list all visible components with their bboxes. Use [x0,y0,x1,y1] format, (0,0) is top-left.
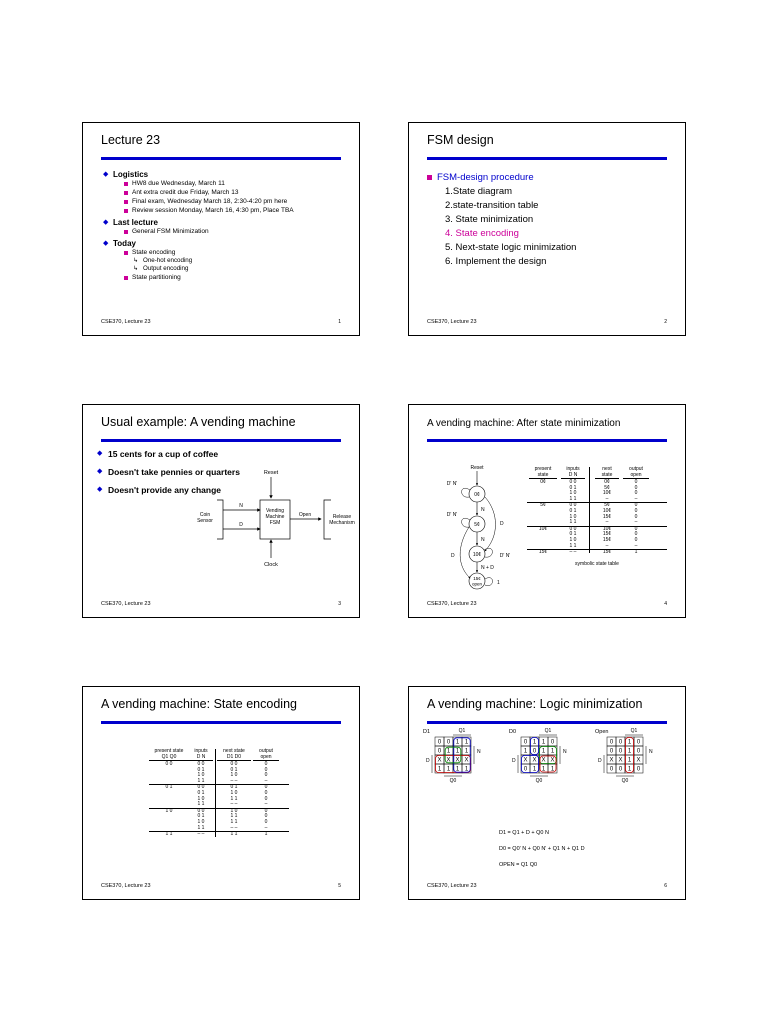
self-loop-label-0: D' N' [446,481,458,487]
table-cell: 15¢ [602,549,612,556]
kmap-d1 [423,728,481,784]
table-cell: 0 0 [165,761,173,767]
table-cell: 15¢ [602,531,612,538]
slide-page-number: 3 [338,601,341,607]
list-item: 2.state-transition table [445,200,539,211]
kmap-value: 0 [618,739,623,746]
table-cell: – – [197,831,205,838]
procedure-list [437,171,576,269]
table-divider [589,467,590,553]
q1-label: Q1 [630,728,638,734]
kmap-value: 1 [541,739,546,746]
n-label: N [239,503,243,509]
list-item: Final exam, Wednesday March 18, 2:30-4:20 pm here [123,197,343,206]
table-cell: 1 1 [197,824,205,831]
table-cell: 0 [264,807,268,814]
table-cell: – [264,801,268,808]
equation-open: OPEN = Q1 Q0 [499,862,538,868]
table-cell: 1 [264,831,268,838]
title-rule [101,439,341,442]
last-list [113,227,343,236]
encoded-state-table [149,749,289,838]
table-cell: 0 [264,761,268,767]
symbolic-state-table [527,467,667,567]
table-cell: 0 1 [197,766,205,773]
table-cell: 0 [634,525,638,532]
state-15c-label: 15¢ [473,576,481,581]
slide-footer: CSE370, Lecture 23 [427,883,477,889]
slide-page-number: 1 [338,319,341,325]
table-cell: 0 [634,513,638,520]
list-item-highlighted: 4. State encoding [445,228,519,239]
table-cell: 1 0 [230,789,238,796]
table-cell: 10¢ [538,525,548,532]
table-cell: 1 1 [569,542,577,549]
table-cell: 15¢ [602,536,612,543]
kmap-name: Open [595,729,609,735]
kmap-value: 1 [455,739,460,746]
slide-page-number: 2 [664,319,667,325]
table-cell: 0 [634,490,638,497]
table-row [149,784,289,791]
fsm-label-1: Vending [265,508,285,514]
slide-2 [408,122,686,336]
table-cell: 5¢ [604,484,610,491]
table-cell: 1 0 [197,795,205,802]
release-label-1: Release [332,514,352,520]
title-rule [101,721,341,724]
kmap-value: X [532,757,537,764]
list-item: 3. State minimization [445,214,534,225]
table-cell: 0 1 [569,484,577,491]
kmap-value: 0 [609,766,614,773]
n-label: N [477,749,481,756]
table-cell: 0 [264,766,268,773]
header-cell: state [529,473,557,480]
table-cell: 0 [634,479,638,485]
table-cell: 0 0 [569,525,577,532]
kmap-value: X [618,757,623,764]
table-cell: 1 1 [230,795,238,802]
table-caption: symbolic state table [575,560,619,567]
table-cell: 0 [264,789,268,796]
slide-title: A vending machine: Logic minimization [427,697,643,711]
fsm-label-2: Machine [265,514,285,520]
kmap-value: 1 [455,766,460,773]
self-loop-label-10: D' N' [499,553,511,559]
table-cell: – – [569,549,577,556]
list-item: Ant extra credit due Friday, March 13 [123,188,343,197]
q0-label: Q0 [535,778,543,784]
kmap-value: 1 [627,748,632,755]
title-rule [427,721,667,724]
q1-label: Q1 [458,728,466,734]
table-cell: 15¢ [602,513,612,520]
table-row [149,831,289,838]
table-cell: 0 [264,818,268,825]
kmap-value: 1 [627,766,632,773]
table-cell: 1 0 [569,536,577,543]
kmap-value: X [446,757,451,764]
table-cell: 5¢ [604,502,610,509]
table-cell: 0 1 [230,784,238,791]
reset-label: Reset [470,465,484,471]
table-cell: 0 0 [569,502,577,509]
table-cell: – [264,824,268,831]
kmap-value: 1 [627,757,632,764]
d-label: D [426,758,430,765]
table-cell: 15¢ [538,549,548,556]
state-5c-label: 5¢ [474,522,480,528]
table-cell: – [634,495,638,502]
kmap-value: 0 [609,739,614,746]
table-cell: 0 [634,531,638,538]
table-row [527,526,667,533]
kmap-value: 0 [636,739,641,746]
kmap-value: 0 [550,739,555,746]
table-cell: 0 1 [230,766,238,773]
kmap-value: X [636,757,641,764]
slide-title: Lecture 23 [101,133,161,147]
kmap-value: 1 [446,766,451,773]
slide-1 [82,122,360,336]
table-body [149,762,289,838]
table-cell: 1 0 [569,490,577,497]
table-cell: 0 [264,795,268,802]
bullet-logistics: ◆ Logistics HW8 due Wednesday, March 11 Ant extra credit due Friday, March 13 Final exam, Wednesday March 18, 2:30-4:20 pm here Review session Monday, March 16, 4:30 pm, Place TBA [103,170,343,215]
d-label: D [598,758,602,765]
equation-d1: D1 = Q1 + D + Q0 N [499,830,549,836]
list-item: 6. Implement the design [445,256,547,267]
state-15c-open-label: open [471,581,483,587]
table-cell: 10¢ [602,490,612,497]
header-cell: output [629,466,643,472]
table-cell: 0¢ [540,479,546,485]
kmap-value: X [464,757,469,764]
kmap-value: 0 [609,748,614,755]
header-cell: present state [154,748,184,754]
bullet-today: ◆ Today State encoding ↳ One-hot encoding ↳ Output encoding State partitioning [103,239,343,282]
table-cell: 0 [264,784,268,791]
table-cell: – – [230,824,238,831]
table-cell: 5¢ [540,502,546,509]
table-cell: 1 0 [230,807,238,814]
table-row [149,808,289,815]
kmap-value: 0 [437,748,442,755]
table-cell: 1 1 [165,831,173,838]
header-cell: inputs [566,466,580,472]
kmap-value: 0 [532,748,537,755]
self-loop-label-15: 1 [497,580,500,586]
n-label: N [649,749,653,756]
slide-footer: CSE370, Lecture 23 [101,601,151,607]
header-cell: D N [561,473,585,480]
table-cell: 0 [264,772,268,779]
table-cell: 0 0 [197,807,205,814]
title-rule [101,157,341,160]
kmap-value: 1 [464,766,469,773]
kmap-value: 1 [464,739,469,746]
title-rule [427,439,667,442]
kmap-value: 0 [446,739,451,746]
reset-label: Reset [263,470,279,476]
karnaugh-maps [417,725,679,805]
transition-n-0: N [481,507,485,513]
table-cell: 1 1 [230,831,238,838]
d-label: D [239,522,243,528]
state-10c-label: 10¢ [472,552,482,558]
list-item: ↳ One-hot encoding [133,257,343,265]
kmap-name: D0 [509,729,517,735]
table-cell: 1 1 [230,818,238,825]
table-cell: 1 1 [569,519,577,526]
table-cell: – [634,542,638,549]
transition-d-5: D [451,553,455,559]
table-divider [215,749,216,837]
kmap-value: 1 [532,739,537,746]
slide-page-number: 6 [664,883,667,889]
release-label-2: Mechanism [329,520,355,526]
transition-n-5: N [481,537,485,543]
equation-d0: D0 = Q0' N + Q0 N' + Q1 N + Q1 D [499,846,585,852]
header-cell: Q1 Q0 [149,755,189,762]
table-cell: 0 0 [197,761,205,767]
kmap-value: 0 [618,748,623,755]
vending-block-diagram [193,465,361,575]
table-cell: 0 [634,502,638,509]
kmap-name: D1 [423,729,431,735]
kmap-value: X [550,757,555,764]
slide-title: A vending machine: After state minimization [427,418,621,429]
table-cell: 1 1 [569,495,577,502]
d-label: D [512,758,516,765]
table-cell: 1 0 [230,772,238,779]
kmap-value: 0 [523,739,528,746]
slide-footer: CSE370, Lecture 23 [101,883,151,889]
kmap-d0 [509,728,567,784]
clock-label: Clock [264,562,278,568]
list-item: 5. Next-state logic minimization [445,242,577,253]
table-cell: 10¢ [602,507,612,514]
header-cell: next [602,466,612,472]
kmap-value: 0 [618,766,623,773]
header-cell: inputs [194,748,208,754]
table-cell: – [634,519,638,526]
table-cell: – [605,519,609,526]
list-item: ↳ Output encoding [133,265,343,273]
kmap-value: 1 [550,748,555,755]
list-item: HW8 due Wednesday, March 11 [123,179,343,188]
table-body [527,480,667,556]
bullet-last-lecture: ◆ Last lecture General FSM Minimization [103,218,343,236]
table-cell: – – [230,801,238,808]
kmap-open [595,728,653,784]
fsm-state-diagram [429,461,529,591]
kmap-value: 0 [523,766,528,773]
table-cell: 0 1 [165,784,173,791]
slide-title: Usual example: A vending machine [101,415,296,429]
kmap-value: 1 [446,748,451,755]
table-cell: 0¢ [604,479,610,485]
list-item: ◆ 15 cents for a cup of coffee [97,449,240,459]
list-item: Review session Monday, March 16, 4:30 pm, Place TBA [123,206,343,215]
kmap-value: X [523,757,528,764]
state-0c-label: 0¢ [474,492,480,498]
q1-label: Q1 [544,728,552,734]
slide-3 [82,404,360,618]
header-cell: D1 D0 [217,755,251,762]
slide-footer: CSE370, Lecture 23 [101,319,151,325]
slide-page-number: 5 [338,883,341,889]
kmap-value: X [541,757,546,764]
kmap-value: 0 [636,748,641,755]
table-cell: – [605,495,609,502]
slide-footer: CSE370, Lecture 23 [427,601,477,607]
open-label: Open [298,512,312,518]
table-cell: 0 0 [230,761,238,767]
table-row [527,549,667,556]
n-label: N [563,749,567,756]
table-cell: 1 0 [197,772,205,779]
title-rule [427,157,667,160]
kmap-value: 1 [532,766,537,773]
table-cell: 0 1 [197,789,205,796]
table-cell: 1 0 [197,818,205,825]
list-item: State encoding [123,248,343,257]
kmap-value: 0 [636,766,641,773]
table-cell: 0 [634,484,638,491]
table-cell: 0 0 [197,784,205,791]
kmap-value: 1 [541,766,546,773]
slide-page-number: 4 [664,601,667,607]
self-loop-label-5: D' N' [446,512,458,518]
list-item: State partitioning [123,273,343,282]
header-cell: open [253,755,279,762]
slide-title: FSM design [427,133,494,147]
q0-label: Q0 [621,778,629,784]
kmap-value: 1 [627,739,632,746]
header-cell: next state [223,748,245,754]
table-cell: 0 [264,813,268,820]
table-cell: 10¢ [602,525,612,532]
table-cell: – [605,542,609,549]
q0-label: Q0 [449,778,457,784]
kmap-value: X [455,757,460,764]
table-cell: 1 [634,549,638,556]
kmap-value: 1 [523,748,528,755]
kmap-value: 0 [437,739,442,746]
table-cell: 0 1 [197,813,205,820]
table-cell: 1 1 [197,801,205,808]
table-header [527,467,667,480]
slide-title: A vending machine: State encoding [101,697,297,711]
table-cell: – – [230,777,238,784]
transition-nd-10: N + D [481,565,494,571]
table-cell: 0 [634,507,638,514]
kmap-value: 1 [464,748,469,755]
kmap-value: 1 [541,748,546,755]
coin-sensor-label-2: Sensor [197,518,213,524]
kmap-value: X [437,757,442,764]
list-item: General FSM Minimization [123,227,343,236]
kmap-value: 1 [455,748,460,755]
slide-footer: CSE370, Lecture 23 [427,319,477,325]
table-cell: 0 1 [569,507,577,514]
logistics-list [113,179,343,215]
kmap-value: X [609,757,614,764]
header-cell: D N [189,755,213,762]
table-cell: 0 [634,536,638,543]
kmap-value: 1 [437,766,442,773]
slide-5 [82,686,360,900]
table-cell: 1 1 [230,813,238,820]
header-cell: open [623,473,649,480]
table-cell: – [264,777,268,784]
list-item: ◆ Doesn't provide any change [97,485,240,495]
slide-body [103,167,343,282]
header-cell: present [534,466,552,472]
list-item: 1.State diagram [445,186,513,197]
table-cell: 0 1 [569,531,577,538]
slide-6 [408,686,686,900]
list-item: ◆ Doesn't take pennies or quarters [97,467,240,477]
kmap-value: 1 [550,766,555,773]
table-cell: 1 1 [197,777,205,784]
coin-sensor-label-1: Coin [199,512,211,518]
table-cell: 0 0 [569,479,577,485]
slide-4 [408,404,686,618]
header-cell: output [259,748,273,754]
table-cell: 1 0 [569,513,577,520]
table-cell: 1 0 [165,807,173,814]
table-row [527,502,667,509]
equations [499,825,585,873]
fsm-label-3: FSM [269,520,281,526]
header-cell: state [595,473,619,480]
transition-d-0: D [500,521,504,527]
procedure-heading: FSM-design procedure [427,171,576,185]
